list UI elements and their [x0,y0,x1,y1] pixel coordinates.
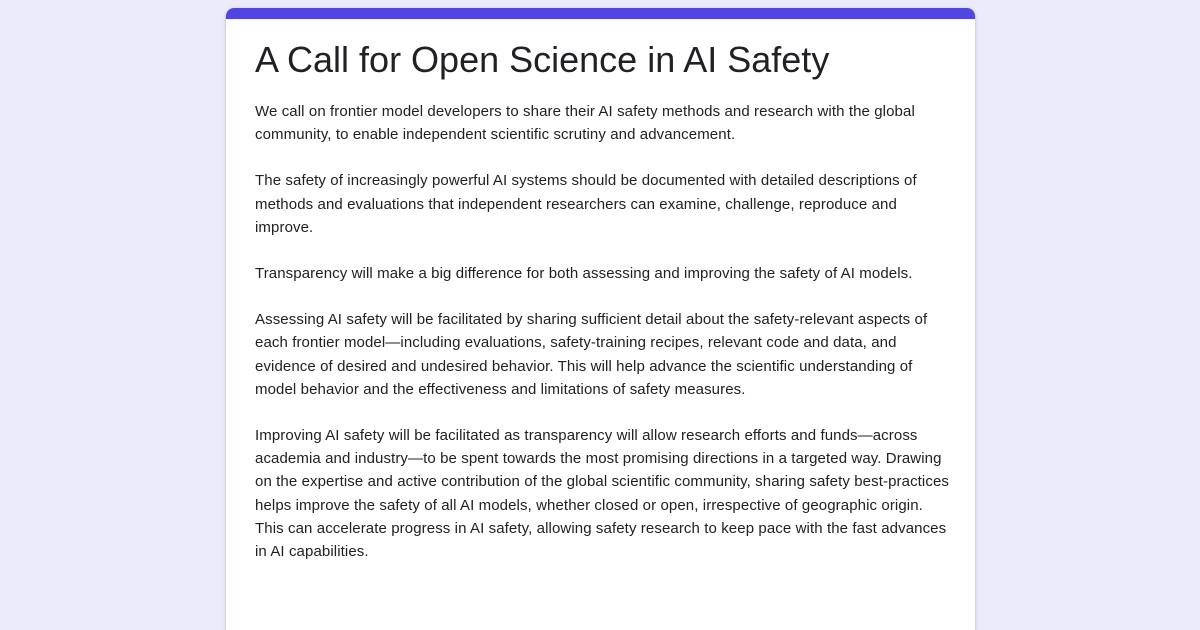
form-accent-bar [226,8,975,19]
description-paragraph-4: Assessing AI safety will be facilitated by sharing sufficient detail about the safety-relevant aspects of each frontier model—including evaluations, safety-training recipes, relevant code and data, and evidence of desired and undesired behavior. This will help advance the scientific understanding of model behavior and the effectiveness and limitations of safety measures. [255,311,928,398]
description-paragraph-5: Improving AI safety will be facilitated as transparency will allow research efforts and funds—across academia and industry—to be spent towards the most promising directions in a targeted way. Drawing on the expertise and active contribution of the global scientific community, sharing safety best-practices helps improve the safety of all AI models, whether closed or open, irrespective of geographic origin. This can accelerate progress in AI safety, allowing safety research to keep pace with the fast advances in AI capabilities. [255,427,950,561]
description-paragraph-2: The safety of increasingly powerful AI systems should be documented with detailed descriptions of methods and evaluations that independent researchers can examine, challenge, reproduce and improve. [255,172,917,236]
form-header-content [255,40,955,586]
form-title: A Call for Open Science in AI Safety [255,39,830,80]
form-description [255,100,955,563]
description-paragraph-3: Transparency will make a big difference for both assessing and improving the safety of AI models. [255,265,913,283]
description-paragraph-1: We call on frontier model developers to share their AI safety methods and research with the global community, to enable independent scientific scrutiny and advancement. [255,103,915,144]
form-header-card [226,8,975,630]
